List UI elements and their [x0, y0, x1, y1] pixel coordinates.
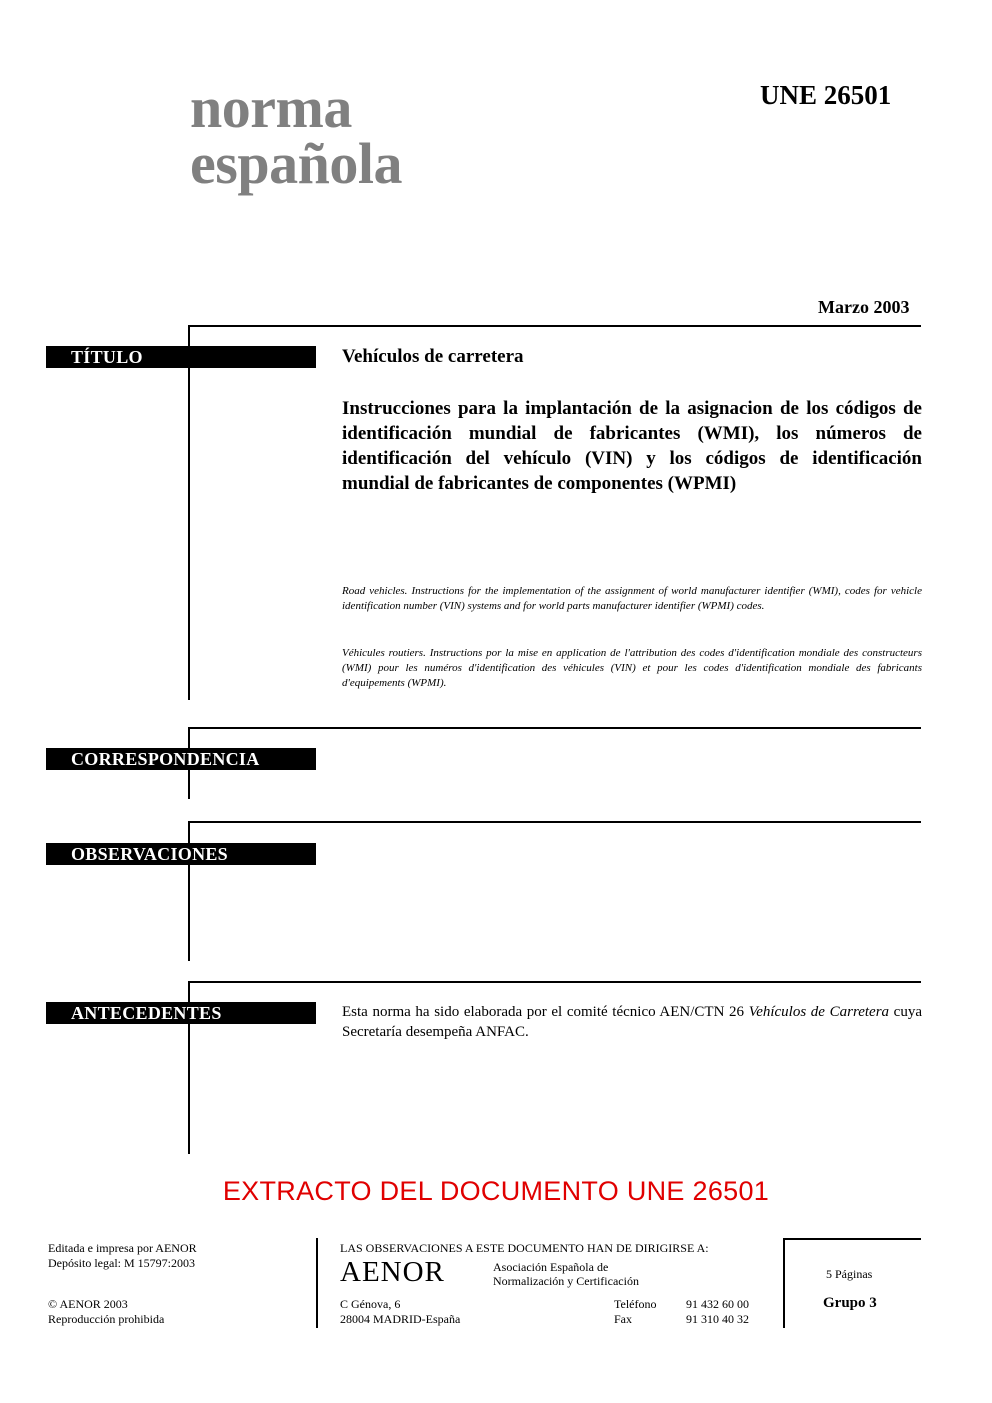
aenor-full-name	[493, 1260, 639, 1288]
section-divider-correspondencia	[188, 727, 921, 729]
footer-copyright: © AENOR 2003	[48, 1297, 128, 1311]
section-label-titulo: TÍTULO	[46, 346, 316, 368]
section-divider-observaciones	[188, 821, 921, 823]
aenor-address	[340, 1297, 460, 1327]
brand-line-2: española	[190, 131, 402, 196]
footer-box-left	[783, 1238, 785, 1328]
antecedentes-text	[342, 1002, 922, 1042]
fax-label: Fax	[614, 1312, 632, 1326]
brand-line-1: norma	[190, 75, 352, 140]
extract-notice: EXTRACTO DEL DOCUMENTO UNE 26501	[222, 1176, 770, 1206]
observations-heading: LAS OBSERVACIONES A ESTE DOCUMENTO HAN DE DIRIGIRSE A:	[340, 1241, 709, 1255]
publication-date: Marzo 2003	[818, 297, 910, 317]
footer-deposit: Depósito legal: M 15797:2003	[48, 1256, 195, 1270]
page-count: 5 Páginas	[826, 1267, 873, 1281]
brand-title	[190, 75, 402, 196]
aenor-full-line-1: Asociación Española de	[493, 1260, 609, 1274]
section-divider-titulo	[188, 325, 921, 327]
section-label-correspondencia: CORRESPONDENCIA	[46, 748, 316, 770]
contact-values	[686, 1297, 749, 1327]
phone-number: 91 432 60 00	[686, 1297, 749, 1311]
section-divider-antecedentes	[188, 981, 921, 983]
section-label-antecedentes: ANTECEDENTES	[46, 1002, 316, 1024]
antecedentes-text-a: Esta norma ha sido elaborada por el comité técnico AEN/CTN 26	[342, 1004, 749, 1020]
fax-number: 91 310 40 32	[686, 1312, 749, 1326]
footer-edited: Editada e impresa por AENOR	[48, 1241, 197, 1255]
footer-reproduction: Reproducción prohibida	[48, 1312, 165, 1326]
contact-labels	[614, 1297, 656, 1327]
antecedentes-text-b: cuya Secretaría desempeña ANFAC.	[342, 1004, 922, 1040]
footer-rights	[48, 1297, 164, 1327]
aenor-full-line-2: Normalización y Certificación	[493, 1274, 639, 1288]
title-subject: Vehículos de carretera	[342, 346, 524, 367]
antecedentes-committee-name: Vehículos de Carretera	[748, 1004, 890, 1020]
footer-box-top	[783, 1238, 921, 1240]
aenor-logo: AENOR	[340, 1256, 445, 1288]
section-rule-titulo	[188, 325, 190, 700]
title-main: Instrucciones para la implantación de la asignacion de los códigos de identificación mundial de fabricantes (WMI), los números de identificación del vehículo (VIN) y los códigos de identificación mundial de fabricantes de componentes (WPMI)	[342, 398, 922, 494]
address-line-1: C Génova, 6	[340, 1297, 401, 1311]
phone-label: Teléfono	[614, 1297, 657, 1311]
title-english: Road vehicles. Instructions for the implementation of the assignment of world manufacturer identifier (WMI), codes for vehicle identification number (VIN) systems and for world parts manufacturer identifier (WPMI) codes.	[342, 585, 922, 612]
section-rule-observaciones	[188, 821, 190, 961]
address-line-2: 28004 MADRID-España	[340, 1312, 461, 1326]
footer-edition	[48, 1241, 197, 1271]
price-group: Grupo 3	[823, 1295, 877, 1311]
title-french: Véhicules routiers. Instructions por la mise en application de l'attribution des codes d'identification mondiale des constructeurs (WMI) pour les numéros d'identification des véhicules (VIN) et pour les codes d'identification mondiale des fabricants d'equipements (WPMI).	[342, 647, 922, 689]
standard-number: UNE 26501	[760, 80, 892, 110]
section-label-observaciones: OBSERVACIONES	[46, 843, 316, 865]
footer-divider-left	[316, 1238, 318, 1328]
